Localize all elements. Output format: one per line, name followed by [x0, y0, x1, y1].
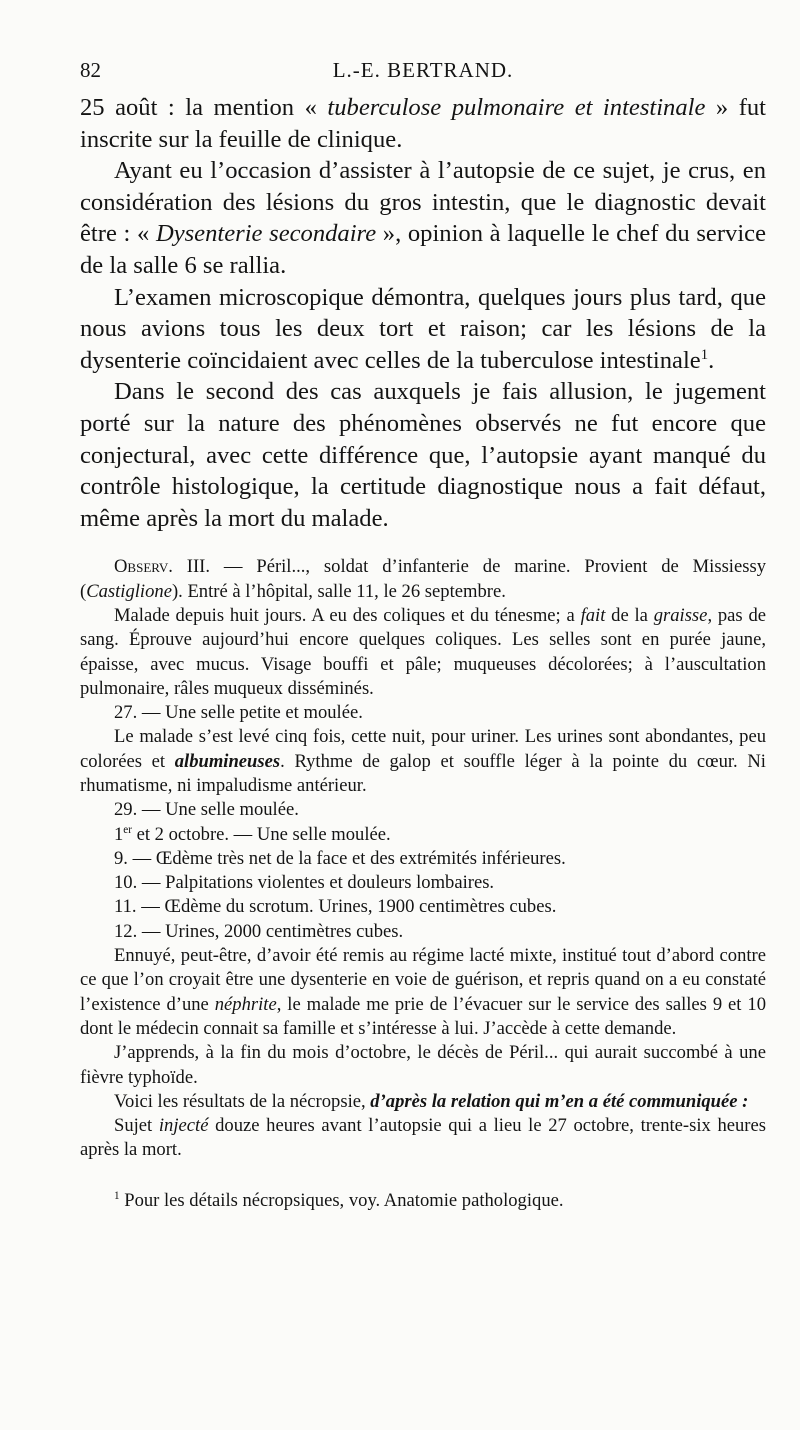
emphasis: fait [580, 604, 606, 626]
footnote-reference: 1 [700, 346, 709, 363]
observation-entry: 29. — Une selle moulée. [114, 799, 299, 821]
emphasis: Dysenterie secondaire [155, 220, 377, 248]
text-run: », opinion à laquelle le chef du service de la salle 6 se rallia. [80, 220, 766, 279]
text-run: Voici les résultats de la nécropsie, [114, 1090, 371, 1112]
text-run: L’examen microscopique démontra, quelques jours plus tard, que nous avions tous les deux tort et raison; car les lésions de la dysenterie coïncidaient avec celles de la tuberculose intestinale [80, 283, 766, 374]
page-number: 82 [80, 58, 101, 82]
observation-label: Observ. [114, 556, 173, 578]
observation-heading [80, 555, 766, 604]
page-header [80, 58, 766, 88]
paragraph-2 [80, 155, 766, 281]
observation-entry: 11. — Œdème du scrotum. Urines, 1900 centimètres cubes. [114, 896, 557, 918]
text-run: 25 août : la mention « [80, 94, 328, 121]
observation-paragraph: J’apprends, à la fin du mois d’octobre, le décès de Péril... qui aurait succombé à une fièvre typhoïde. [80, 1042, 766, 1088]
emphasis: d’après la relation qui m’en a été communiquée : [370, 1090, 749, 1112]
emphasis: graisse [653, 604, 708, 626]
emphasis: injecté [158, 1115, 209, 1137]
paragraph-1 [80, 92, 766, 155]
text-run: III. — Péril..., soldat d’infanterie de marine. Provient de Missiessy ( [80, 556, 766, 602]
observation-entry: 9. — Œdème très net de la face et des extrémités inférieures. [114, 847, 566, 869]
observation-paragraph [80, 944, 766, 1041]
ordinal-suffix: er [123, 823, 132, 836]
observation-block [80, 555, 766, 1162]
observation-entry: 27. — Une selle petite et moulée. [114, 702, 363, 724]
text-run: et 2 octobre. — Une selle moulée. [131, 823, 391, 845]
text-run: de la [605, 604, 654, 626]
observation-entry [80, 823, 766, 847]
text-run: Sujet [114, 1115, 159, 1137]
text-run: douze heures avant l’autopsie qui a lieu le 27 octobre, trente-six heures après la mort. [80, 1115, 766, 1161]
emphasis: néphrite [214, 993, 277, 1015]
observation-paragraph [80, 1090, 766, 1114]
main-text [80, 92, 766, 534]
observation-paragraph [80, 604, 766, 701]
footnote-text: Pour les détails nécropsiques, voy. Anatomie pathologique. [119, 1189, 564, 1211]
paragraph-4: Dans le second des cas auxquels je fais allusion, le jugement porté sur la nature des phénomènes observés ne fut encore que conjectural, avec cette différence que, l’autopsie ayant manqué du contrôle histologique, la certitude diagnostique nous a fait défaut, même après la mort du malade. [80, 378, 766, 532]
text-run: . [708, 346, 715, 374]
text-run: ). Entré à l’hôpital, salle 11, le 26 septembre. [171, 580, 506, 602]
observation-paragraph [80, 1114, 766, 1163]
text-run: Ayant eu l’occasion d’assister à l’autopsie de ce sujet, je crus, en considération des lésions du gros intestin, que le diagnostic devait être : « [80, 157, 766, 248]
text-run: , le malade me prie de l’évacuer sur le service des salles 9 et 10 dont le médecin connait sa famille et s’intéresse à lui. J’accède à cette demande. [80, 993, 766, 1039]
observation-entry: 10. — Palpitations violentes et douleurs lombaires. [114, 872, 495, 894]
paragraph-3 [80, 282, 766, 377]
footnote-mark: 1 [114, 1189, 120, 1202]
running-title: L.-E. BERTRAND. [332, 58, 514, 82]
text-run: Ennuyé, peut-être, d’avoir été remis au régime lacté mixte, institué tout d’abord contre ce que l’on croyait être une dysenterie en voie de guérison, et repris quand on a eu constaté l’existence d’une [80, 945, 766, 1015]
text-run: Malade depuis huit jours. A eu des coliques et du ténesme; a [114, 604, 581, 626]
emphasis: Castiglione [86, 580, 172, 602]
emphasis: albumineuses [174, 750, 281, 772]
text-run: . Rythme de galop et souffle léger à la pointe du cœur. Ni rhumatisme, ni impaludisme antérieur. [80, 750, 766, 796]
text-run: , pas de sang. Éprouve aujourd’hui encore quelques coliques. Les selles sont en purée jaune, épaisse, avec mucus. Visage bouffi et pâle; muqueuses décolorées; à l’auscultation pulmonaire, râles muqueux disséminés. [80, 604, 766, 699]
footnote [80, 1189, 766, 1213]
emphasis: tuberculose pulmonaire et intestinale [327, 94, 706, 121]
text-run: Le malade s’est levé cinq fois, cette nuit, pour uriner. Les urines sont abondantes, peu colorées et [80, 726, 766, 772]
observation-paragraph [80, 725, 766, 798]
page-body [80, 92, 766, 1213]
text-run: 1 [114, 823, 124, 845]
observation-entry: 12. — Urines, 2000 centimètres cubes. [114, 920, 404, 942]
text-run: » fut inscrite sur la feuille de clinique. [80, 94, 767, 153]
